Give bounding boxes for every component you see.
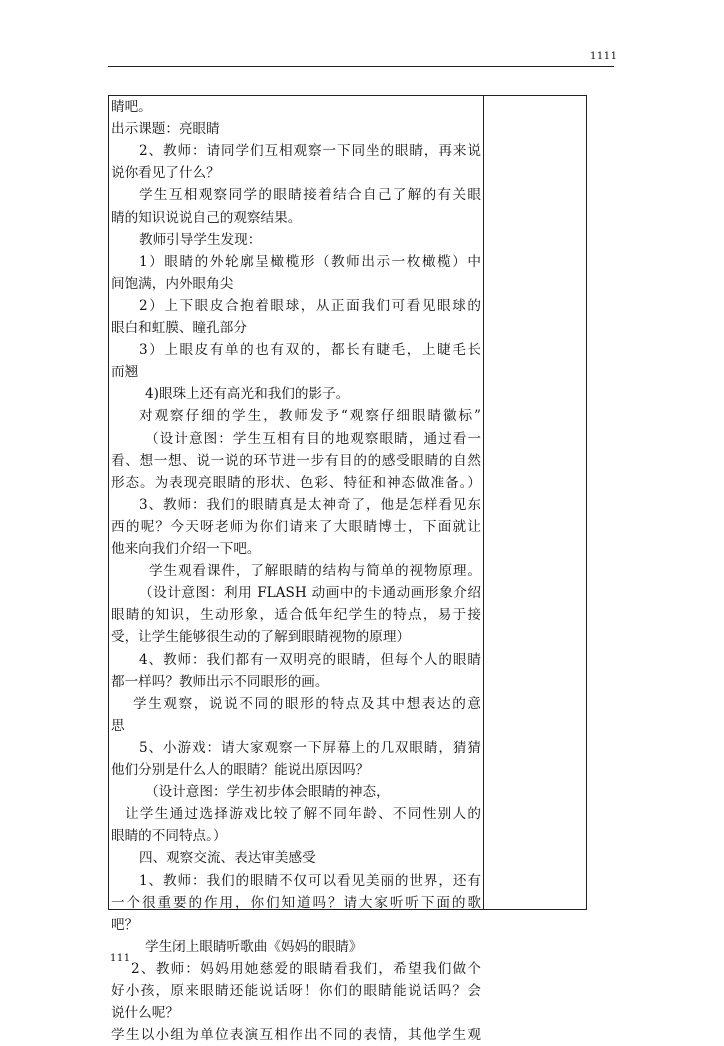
text-line: 西的呢？今天呀老师为你们请来了大眼睛博士，下面就让 (111, 518, 481, 535)
footer-page-number: 111 (110, 953, 131, 964)
text-line: 5、小游戏：请大家观察一下屏幕上的几双眼睛，猜猜 (139, 739, 481, 756)
text-line: 2、教师：请同学们互相观察一下同坐的眼睛，再来说 (139, 143, 481, 160)
text-line: 睛的知识说说自己的观察结果。 (111, 209, 302, 226)
header-page-number: 1111 (590, 51, 618, 62)
text-line: 眼睛的知识，生动形象，适合低年纪学生的特点，易于接 (111, 607, 481, 624)
text-line: 教师引导学生发现： (139, 231, 262, 248)
text-line: 间饱满，内外眼角尖 (111, 275, 234, 292)
text-line: 学生互相观察同学的眼睛接着结合自己了解的有关眼 (139, 187, 481, 204)
text-line: 好小孩，原来眼睛还能说话呀！你们的眼睛能说话吗？会 (111, 983, 481, 999)
text-line: 4、教师：我们都有一双明亮的眼睛，但每个人的眼睛 (139, 651, 481, 668)
text-line: 2）上下眼皮合抱着眼球，从正面我们可看见眼球的 (139, 297, 481, 314)
text-line: 出示课题：亮眼睛 (111, 121, 220, 138)
text-line: 形态。为表现亮眼睛的形状、色彩、特征和神态做准备。） (111, 474, 481, 491)
text-line: 4)眼珠上还有高光和我们的影子。 (145, 386, 350, 403)
text-line: 说你看见了什么？ (111, 165, 220, 182)
text-line: 眼睛的不同特点。） (111, 828, 227, 845)
text-line: 他来向我们介绍一下吧。 (111, 541, 261, 557)
text-line: 3、教师：我们的眼睛真是太神奇了，他是怎样看见东 (139, 496, 481, 513)
text-line: （设计意图：利用 FLASH 动画中的卡通动画形象介绍 (139, 585, 481, 602)
notes-column-cell (483, 95, 587, 910)
text-line: 思 (111, 717, 125, 734)
text-line: 而翘 (111, 364, 139, 381)
text-line: 都一样吗？教师出示不同眼形的画。 (111, 673, 329, 690)
text-line: 让学生通过选择游戏比较了解不同年龄、不同性别人的 (125, 806, 481, 823)
text-line: 说什么呢？ (111, 1005, 179, 1022)
text-line: 眼白和虹膜、瞳孔部分 (111, 320, 247, 336)
text-line: 1、教师：我们的眼睛不仅可以看见美丽的世界，还有 (139, 872, 481, 889)
header-rule (108, 66, 614, 67)
text-line: 他们分别是什么人的眼睛？能说出原因吗？ (111, 762, 370, 778)
text-line: （设计意图：学生互相有目的地观察眼睛，通过看一 (145, 430, 481, 447)
text-line: 对观察仔细的学生，教师发予“观察仔细眼睛徽标” (139, 408, 481, 425)
text-line: 学生观察，说说不同的眼形的特点及其中想表达的意 (133, 695, 481, 712)
text-line: 2、教师：妈妈用她慈爱的眼睛看我们，希望我们做个 (131, 960, 481, 977)
text-line: 四、观察交流、表达审美感受 (139, 850, 316, 867)
text-line: 学生闭上眼睛听歌曲《妈妈的眼睛》 (145, 938, 363, 955)
text-line: 学生观看课件，了解眼睛的结构与简单的视物原理。 (149, 563, 481, 580)
text-line: 睛吧。 (111, 99, 152, 115)
text-line: （设计意图：学生初步体会眼睛的神态， (145, 784, 390, 801)
text-line: 3）上眼皮有单的也有双的，都长有睫毛，上睫毛长 (139, 342, 481, 359)
text-line: 看、想一想、说一说的环节进一步有目的的感受眼睛的自然 (111, 452, 481, 469)
text-line: 学生以小组为单位表演互相作出不同的表情，其他学生观 (111, 1027, 481, 1044)
text-line: 1）眼睛的外轮廓呈橄榄形（教师出示一枚橄榄）中 (139, 253, 481, 270)
text-line: 受，让学生能够很生动的了解到眼睛视物的原理） (111, 629, 411, 646)
text-line: 吧？ (111, 916, 139, 933)
text-line: 一个很重要的作用，你们知道吗？请大家听听下面的歌 (111, 894, 481, 911)
